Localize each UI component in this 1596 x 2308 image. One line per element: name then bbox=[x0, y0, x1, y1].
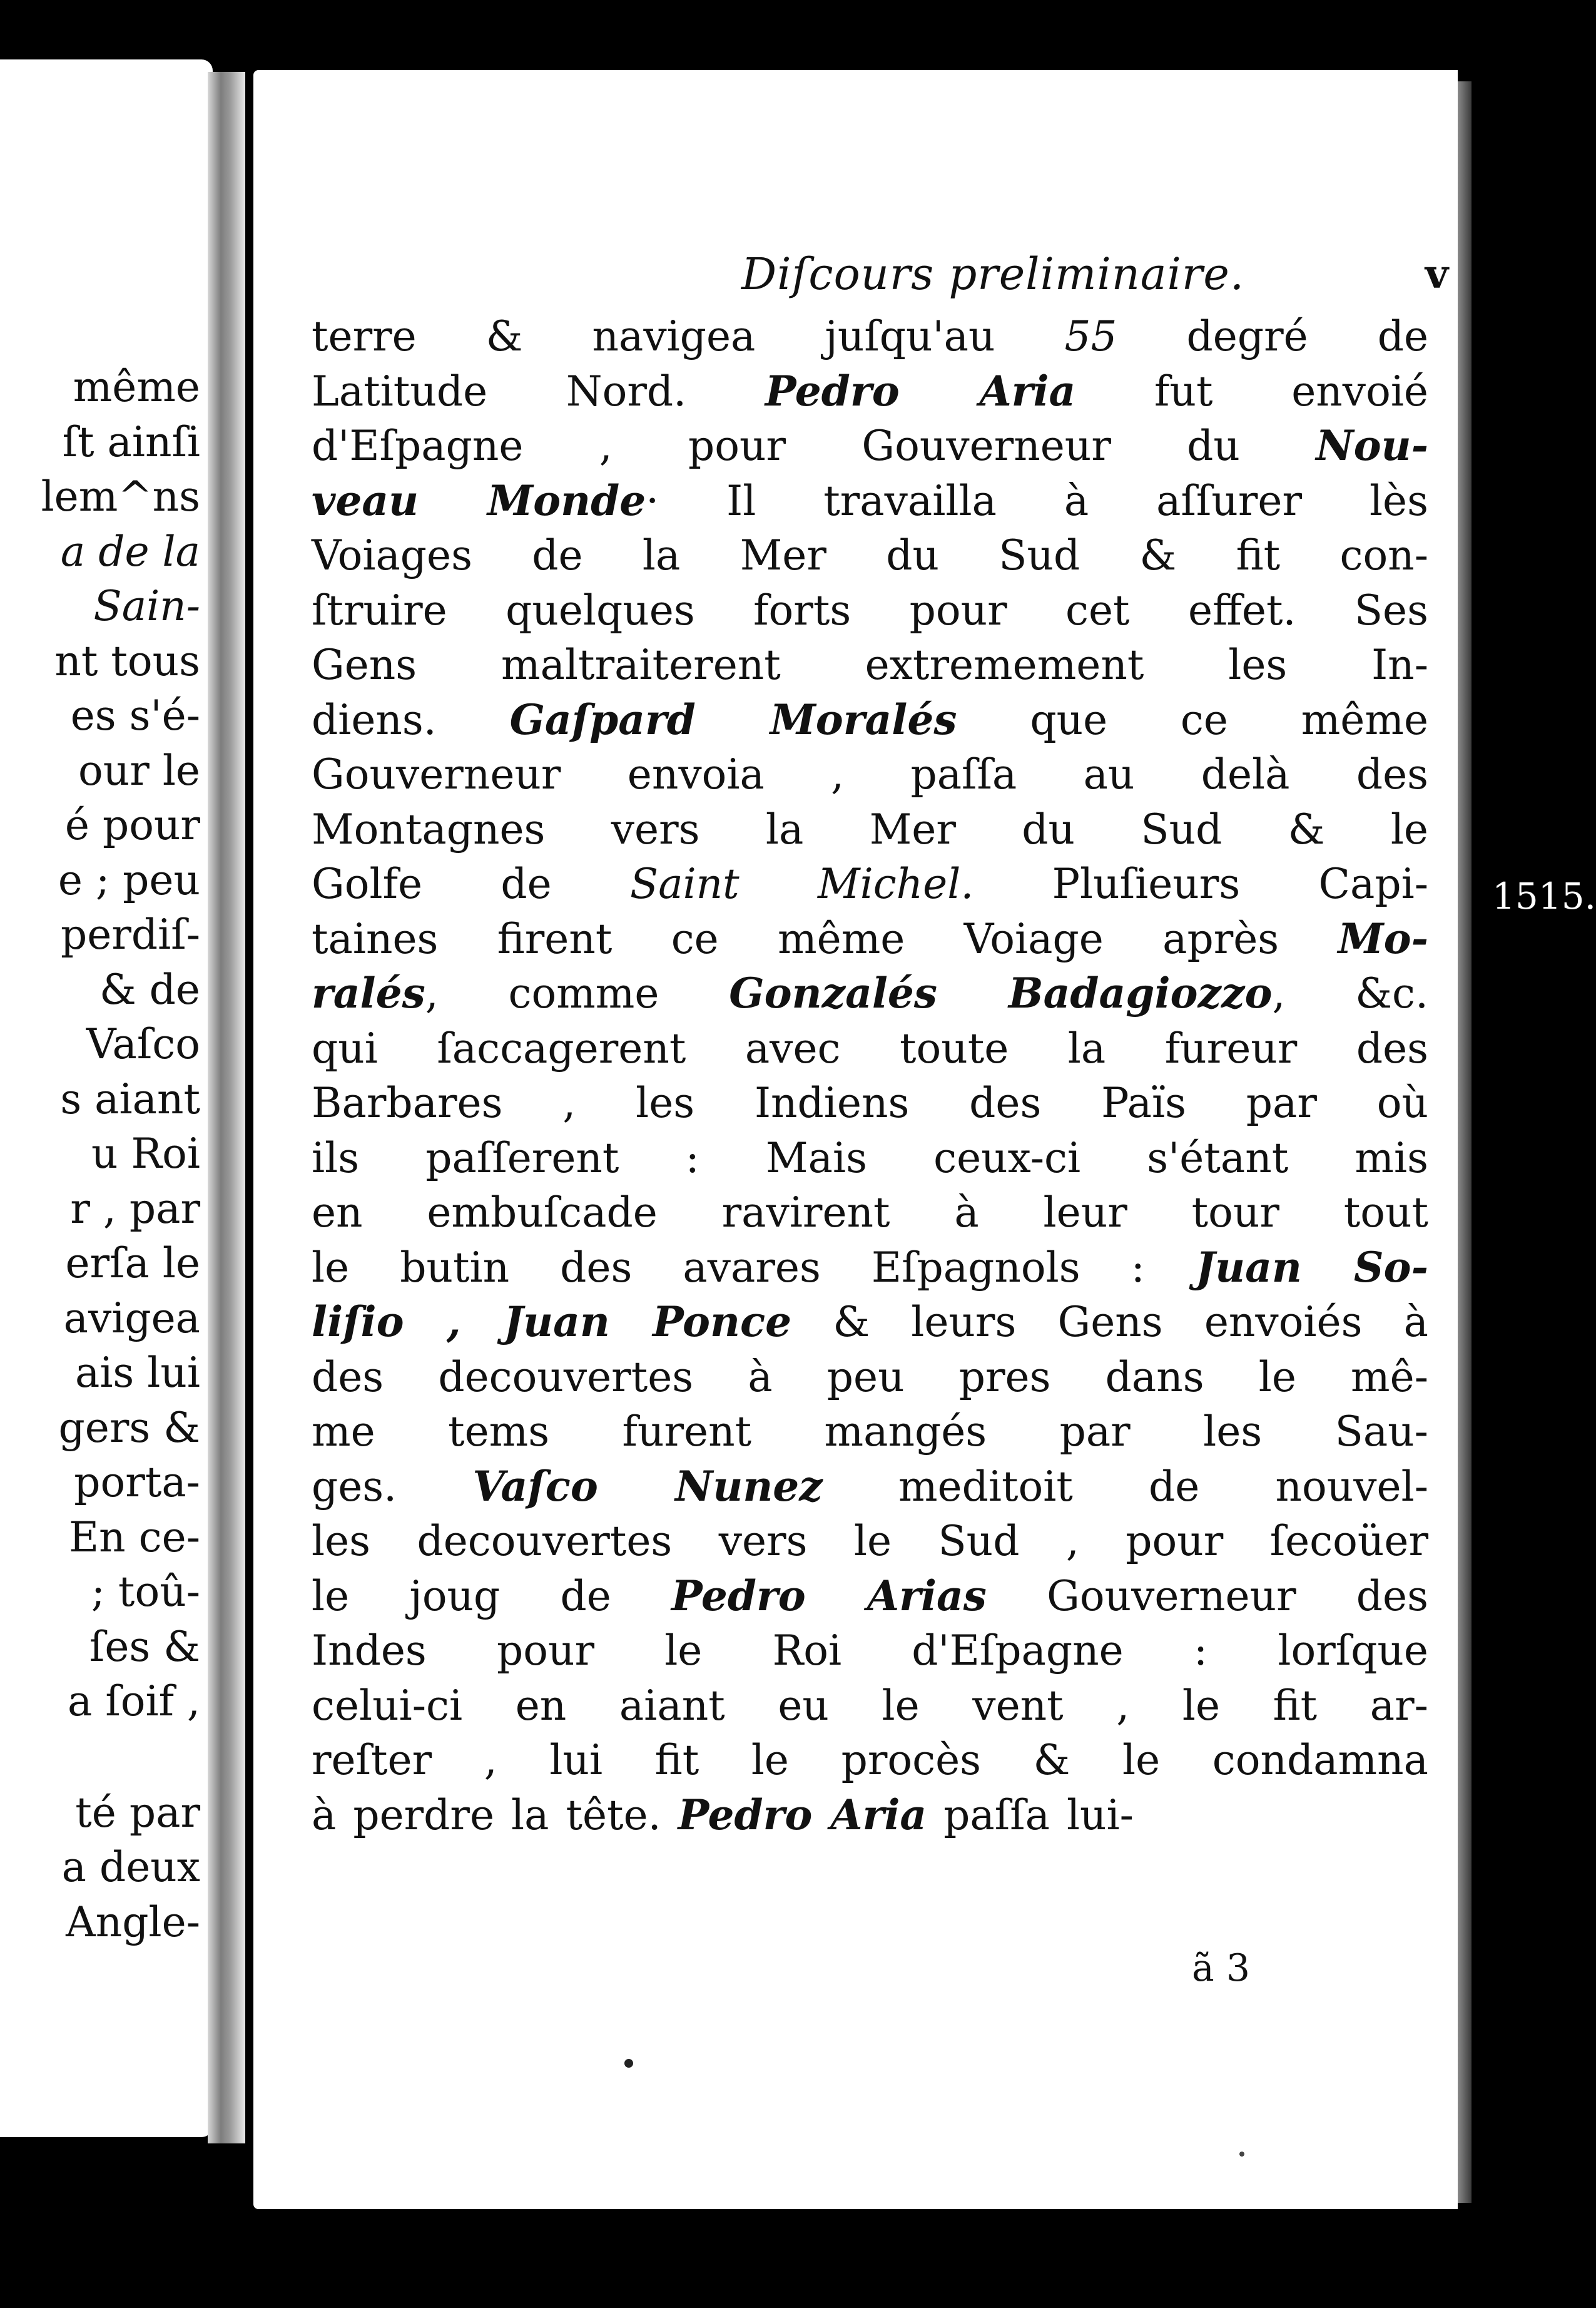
italic-name: liſio , Juan Ponce bbox=[312, 1297, 792, 1346]
left-page-line: r , par bbox=[70, 1184, 200, 1233]
left-page-line: avigea bbox=[63, 1294, 200, 1342]
margin-year-note: 1515. bbox=[1492, 875, 1596, 917]
left-page bbox=[0, 59, 213, 2137]
text-segment: , &c. bbox=[1272, 969, 1428, 1018]
speck bbox=[624, 2059, 633, 2068]
text-segment: d'Eſpagne , pour Gouverneur du bbox=[312, 422, 1316, 470]
text-segment: Pluſieurs Capi- bbox=[973, 860, 1429, 908]
left-page-line: u Roi bbox=[91, 1130, 200, 1178]
left-page-line: lem^ns bbox=[41, 472, 200, 521]
italic-name: Mo- bbox=[1338, 914, 1428, 963]
text-segment: me tems furent mangés par les Sau- bbox=[312, 1407, 1428, 1456]
left-page-line: a de la bbox=[60, 527, 200, 576]
book-gutter bbox=[208, 72, 245, 2143]
text-segment: Voiages de la Mer du Sud & fit con- bbox=[312, 531, 1428, 580]
speck bbox=[1239, 2152, 1244, 2157]
left-page-line: Vaſco bbox=[86, 1020, 200, 1068]
line-gap bbox=[0, 1729, 200, 1785]
text-segment: celui-ci en aiant eu le vent , le fit ar- bbox=[312, 1681, 1428, 1730]
text-segment: Gens maltraiterent extremement les In- bbox=[312, 641, 1428, 689]
text-segment: reſter , lui fit le procès & le condamna bbox=[312, 1736, 1428, 1784]
left-page-line: erſa le bbox=[65, 1239, 200, 1287]
left-page-line: our le bbox=[78, 746, 200, 795]
left-page-line: ſes & bbox=[89, 1622, 200, 1671]
left-page-line: perdiſ- bbox=[61, 911, 200, 959]
left-page-line: ; toû- bbox=[91, 1568, 200, 1616]
text-segment: les decouvertes vers le Sud , pour ſecoüer bbox=[312, 1517, 1428, 1565]
left-page-line: a deux bbox=[61, 1843, 200, 1891]
left-page-line: es s'é- bbox=[70, 692, 200, 740]
text-segment: meditoit de nouvel- bbox=[822, 1462, 1428, 1511]
running-head-title: Diſcours preliminaire. bbox=[741, 248, 1245, 300]
left-page-line: ais lui bbox=[74, 1349, 200, 1397]
italic-name: Saint Michel. bbox=[630, 860, 974, 908]
text-segment: · Il travailla à aſſurer lès bbox=[646, 476, 1428, 525]
italic-name: Juan So- bbox=[1195, 1242, 1428, 1292]
text-segment: en embuſcade ravirent à leur tour tout bbox=[312, 1188, 1428, 1237]
italic-name: Pedro Aria bbox=[765, 366, 1076, 416]
text-segment: qui ſaccagerent avec toute la fureur des bbox=[312, 1024, 1428, 1073]
text-segment: Gouverneur envoia , paſſa au delà des bbox=[312, 750, 1428, 799]
left-page-line: même bbox=[73, 363, 200, 411]
italic-name: Gonzalés Badagiozzo bbox=[729, 969, 1273, 1018]
left-page-line: e ; peu bbox=[58, 855, 200, 904]
left-page-line: é pour bbox=[64, 801, 200, 849]
text-segment: Indes pour le Roi d'Eſpagne : lorſque bbox=[312, 1626, 1428, 1675]
italic-name: veau Monde bbox=[312, 476, 646, 525]
text-segment: diens. bbox=[312, 695, 510, 744]
page-number: v bbox=[1425, 251, 1448, 298]
text-segment: , comme bbox=[425, 969, 729, 1018]
text-segment: à perdre la tête. bbox=[312, 1790, 678, 1839]
text-segment: Gouverneur des bbox=[986, 1571, 1428, 1620]
text-segment: ils paſſerent : Mais ceux-ci s'étant mis bbox=[312, 1133, 1428, 1182]
left-page-line: a ſoif , bbox=[68, 1677, 200, 1725]
left-page-line: gers & bbox=[58, 1403, 200, 1452]
text-segment: Latitude Nord. bbox=[312, 367, 765, 416]
signature-mark: ã 3 bbox=[1192, 1946, 1251, 1990]
left-page-text bbox=[0, 360, 200, 1949]
italic-name: Pedro Arias bbox=[671, 1571, 987, 1620]
left-page-line: ſt ainſi bbox=[62, 417, 200, 466]
italic-name: Gaſpard Moralés bbox=[509, 695, 957, 744]
right-page bbox=[253, 70, 1458, 2209]
left-page-line: nt tous bbox=[54, 636, 200, 685]
text-segment: & leurs Gens envoiés à bbox=[791, 1298, 1428, 1346]
left-page-line: En ce- bbox=[69, 1513, 200, 1561]
text-segment: ges. bbox=[312, 1462, 473, 1511]
text-segment: des decouvertes à peu pres dans le mê- bbox=[312, 1352, 1428, 1401]
left-page-line: Angle- bbox=[66, 1897, 200, 1946]
page-edge bbox=[1458, 81, 1471, 2203]
text-segment: le joug de bbox=[312, 1571, 671, 1620]
text-segment: que ce même bbox=[957, 695, 1429, 744]
italic-name: ralés bbox=[312, 969, 425, 1018]
text-segment: paſſa lui- bbox=[927, 1790, 1134, 1839]
print-specks bbox=[253, 70, 1458, 2209]
text-segment: taines firent ce même Voiage après bbox=[312, 914, 1338, 963]
left-page-line: s aiant bbox=[60, 1075, 200, 1123]
text-segment: le butin des avares Eſpagnols : bbox=[312, 1243, 1196, 1292]
left-page-line: Sain- bbox=[93, 582, 200, 630]
text-segment: degré de bbox=[1117, 312, 1428, 360]
left-page-line: té par bbox=[75, 1788, 200, 1837]
text-segment: fut envoié bbox=[1075, 367, 1428, 416]
left-page-line: & de bbox=[99, 965, 200, 1014]
italic-name: Nou- bbox=[1316, 421, 1428, 470]
left-page-line: porta- bbox=[74, 1458, 200, 1506]
text-segment: Golfe de bbox=[312, 860, 630, 908]
text-segment: Montagnes vers la Mer du Sud & le bbox=[312, 805, 1428, 854]
text-segment: Barbares , les Indiens des Païs par où bbox=[312, 1079, 1428, 1127]
italic-name: Vaſco Nunez bbox=[472, 1461, 823, 1511]
text-segment: terre & navigea juſqu'au bbox=[312, 312, 1065, 360]
italic-name: Pedro Aria bbox=[678, 1790, 927, 1839]
italic-name: 55 bbox=[1064, 312, 1117, 360]
text-segment: ſtruire quelques forts pour cet effet. Ses bbox=[312, 586, 1428, 635]
